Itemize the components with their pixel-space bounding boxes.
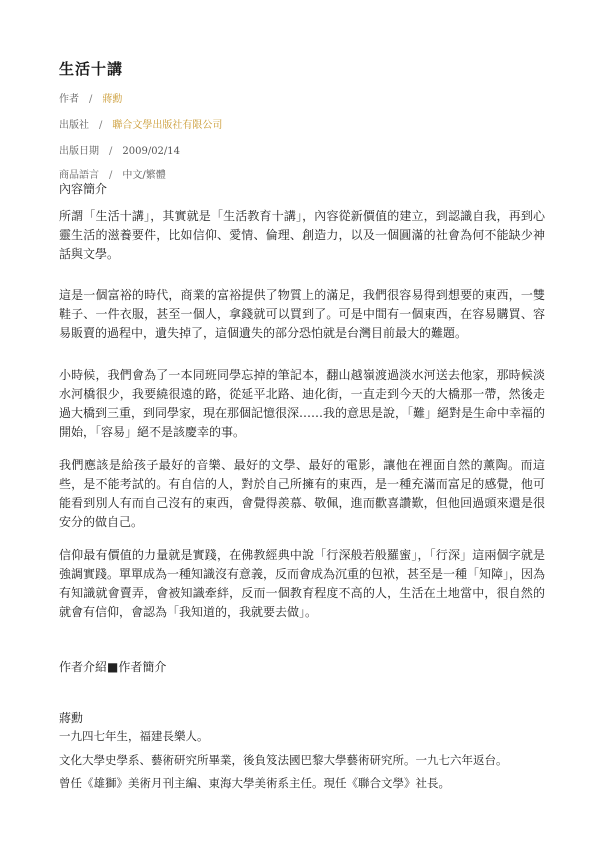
author-label: 作者 bbox=[59, 94, 79, 105]
separator: / bbox=[109, 146, 113, 157]
author-bio-line: 曾任《雄獅》美術月刊主編、東海大學美術系主任。現任《聯合文學》社長。 bbox=[59, 776, 450, 790]
intro-paragraph: 我們應該是給孩子最好的音樂、最好的文學、最好的電影，讓他在裡面自然的薰陶。而這些，是不能考試的。有自信的人，對於自己所擁有的東西，是一種充滿而富足的感覺，他可能看到別人有而自己沒有的東西，會覺得羨慕、敬佩，進而歡喜讚歎，但他回過頭來還是很安分的做自己。 bbox=[59, 458, 545, 529]
author-row bbox=[59, 90, 122, 105]
author-bio-line: 一九四七年生，福建長樂人。 bbox=[59, 729, 209, 743]
intro-heading: 內容簡介 bbox=[59, 182, 108, 196]
intro-paragraph: 這是一個富裕的時代，商業的富裕提供了物質上的滿足，我們很容易得到想要的東西，一雙鞋子、一件衣服，甚至一個人，拿錢就可以買到了。可是中間有一個東西，在容易購買、容易販賣的過程中，遺失掉了，這個遺失的部分恐怕就是台灣目前最大的難題。 bbox=[59, 288, 545, 340]
language-value: 中文/繁體 bbox=[122, 170, 166, 181]
publish-date: 2009/02/14 bbox=[122, 146, 181, 157]
book-title: 生活十講 bbox=[59, 60, 124, 78]
author-name: 蔣勳 bbox=[59, 711, 84, 725]
separator: / bbox=[109, 170, 113, 181]
author-bio-line: 文化大學史學系、藝術研究所畢業，後負笈法國巴黎大學藝術研究所。一九七六年返台。 bbox=[59, 753, 508, 767]
language-label: 商品語言 bbox=[59, 170, 99, 181]
language-row bbox=[59, 166, 166, 181]
publish-date-row bbox=[59, 142, 180, 157]
author-section-heading: 作者介紹■作者簡介 bbox=[59, 660, 167, 674]
separator: / bbox=[89, 94, 93, 105]
separator: / bbox=[99, 120, 103, 131]
publisher-row bbox=[59, 116, 222, 131]
publisher-link[interactable]: 聯合文學出版社有限公司 bbox=[112, 120, 223, 131]
author-link[interactable]: 蔣勳 bbox=[102, 94, 123, 105]
intro-paragraph: 小時候，我們會為了一本同班同學忘掉的筆記本，翻山越嶺渡過淡水河送去他家，那時候淡水河橋很少，我要繞很遠的路，從延平北路、迪化街，一直走到今天的大橋那一帶，然後走過大橋到三重，到同學家，現在那個記憶很深……我的意思是說，「難」絕對是生命中幸福的開始，「容易」絕不是該慶幸的事。 bbox=[59, 368, 546, 439]
publisher-label: 出版社 bbox=[59, 120, 89, 131]
intro-paragraph: 信仰最有價值的力量就是實踐，在佛教經典中說「行深般若般羅蜜」，「行深」這兩個字就是強調實踐。單單成為一種知識沒有意義，反而會成為沉重的包袱，甚至是一種「知障」，因為有知識就會賣弄，會被知識牽絆，反而一個教育程度不高的人，生活在土地當中，很自然的就會有信仰，會認為「我知道的，我就要去做」。 bbox=[59, 548, 546, 619]
intro-paragraph: 所謂「生活十講」，其實就是「生活教育十講」，內容從新價值的建立，到認識自我，再到心靈生活的滋養要件，比如信仰、愛情、倫理、創造力，以及一個圓滿的社會為何不能缺少神話與文學。 bbox=[59, 209, 545, 261]
date-label: 出版日期 bbox=[59, 146, 99, 157]
